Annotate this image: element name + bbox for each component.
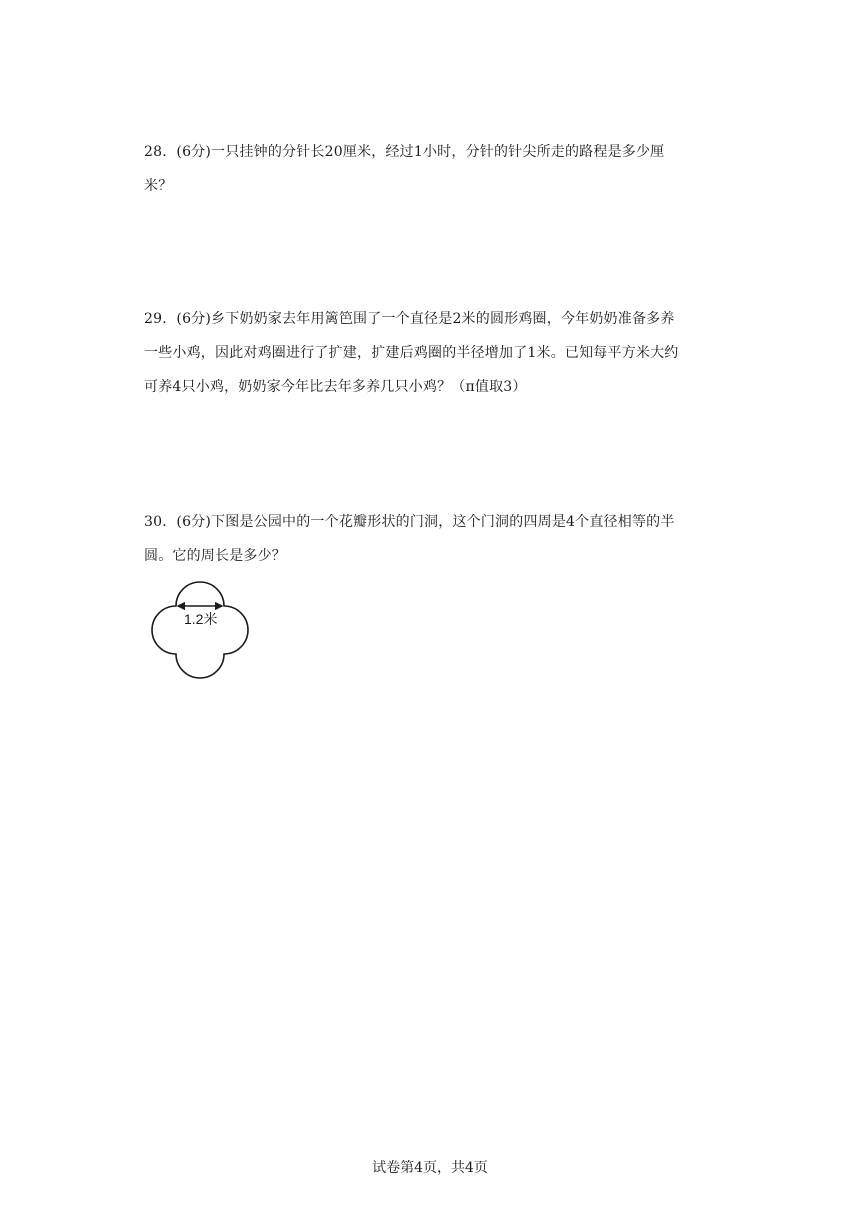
question-text-line: 28．(6分)一只挂钟的分针长20厘米，经过1小时，分针的针尖所走的路程是多少厘	[144, 144, 665, 160]
petal-outline	[152, 582, 248, 678]
petal-door-figure	[148, 578, 252, 682]
petal-door-diagram	[148, 578, 252, 682]
question-28	[144, 135, 724, 203]
question-text-line: 一些小鸡，因此对鸡圈进行了扩建，扩建后鸡圈的半径增加了1米。已知每平方米大约	[144, 345, 679, 361]
question-text-line: 圆。它的周长是多少？	[144, 548, 286, 564]
page-footer: 试卷第4页，共4页	[372, 1160, 488, 1176]
question-29	[144, 302, 724, 404]
diameter-label: 1.2米	[184, 611, 218, 627]
question-text-line: 米？	[144, 178, 173, 194]
question-text-line: 可养4只小鸡，奶奶家今年比去年多养几只小鸡？（π值取3）	[144, 379, 527, 395]
question-text-line: 30．(6分)下图是公园中的一个花瓣形状的门洞，这个门洞的四周是4个直径相等的半	[144, 514, 675, 530]
question-30	[144, 505, 724, 573]
question-text-line: 29．(6分)乡下奶奶家去年用篱笆围了一个直径是2米的圆形鸡圈，今年奶奶准备多养	[144, 311, 675, 327]
